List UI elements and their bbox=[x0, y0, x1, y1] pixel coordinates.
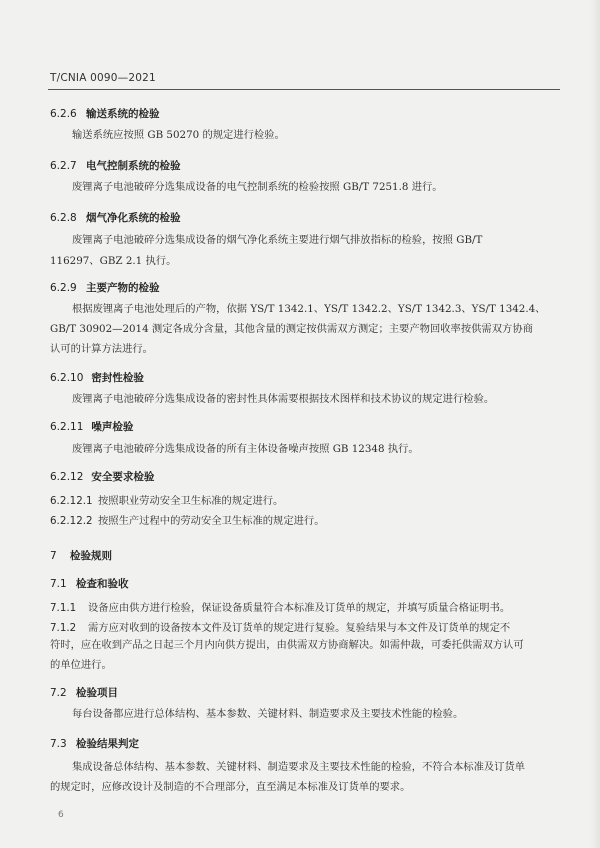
section-number: 6.2.9 bbox=[50, 282, 77, 294]
list-item bbox=[50, 492, 283, 507]
heading-6-2-11 bbox=[50, 419, 133, 434]
section-number: 6.2.12 bbox=[50, 471, 84, 483]
item-number: 7.1.2 bbox=[50, 622, 77, 634]
section-title: 主要产物的检验 bbox=[86, 282, 160, 294]
paragraph: 废锂离子电池破碎分选集成设备的密封性具体需要根据技术图样和技术协议的规定进行检验。 bbox=[72, 393, 495, 405]
section-title: 密封性检验 bbox=[91, 372, 144, 384]
section-number: 7.2 bbox=[50, 687, 67, 699]
paragraph: 废锂离子电池破碎分选集成设备的所有主体设备噪声按照 GB 12348 执行。 bbox=[72, 443, 419, 455]
item-text: 按照职业劳动安全卫生标准的规定进行。 bbox=[98, 495, 284, 507]
paragraph: 每台设备都应进行总体结构、基本参数、关键材料、制造要求及主要技术性能的检验。 bbox=[72, 708, 464, 720]
list-item bbox=[50, 619, 510, 634]
paragraph-line: 认可的计算方法进行。 bbox=[50, 343, 153, 355]
section-title: 安全要求检验 bbox=[91, 471, 155, 483]
paragraph-line: 符时，应在收到产品之日起三个月内向供方提出，由供需双方协商解决。如需仲裁，可委托供需双方认可 bbox=[50, 639, 524, 651]
section-number: 7.3 bbox=[50, 738, 67, 750]
item-text: 按照生产过程中的劳动安全卫生标准的规定进行。 bbox=[98, 515, 325, 527]
paragraph-line: 集成设备总体结构、基本参数、关键材料、制造要求及主要技术性能的检验，不符合本标准及订货单 bbox=[72, 761, 526, 773]
section-number: 6.2.11 bbox=[50, 421, 84, 433]
item-text: 需方应对收到的设备按本文件及订货单的规定进行复验。复验结果与本文件及订货单的规定不 bbox=[88, 622, 511, 634]
section-title: 噪声检验 bbox=[91, 421, 134, 433]
section-title: 检验结果判定 bbox=[76, 738, 139, 750]
section-number: 6.2.6 bbox=[50, 108, 77, 120]
item-number: 6.2.12.1 bbox=[50, 495, 93, 507]
heading-6-2-10 bbox=[50, 370, 144, 385]
section-number: 7.1 bbox=[50, 578, 67, 590]
standard-code: T/CNIA 0090—2021 bbox=[50, 72, 156, 84]
header-rule bbox=[48, 89, 560, 90]
list-item bbox=[50, 512, 325, 527]
item-text: 设备应由供方进行检验，保证设备质量符合本标准及订货单的规定，并填写质量合格证明书。 bbox=[88, 602, 511, 614]
paragraph: 输送系统应按照 GB 50270 的规定进行检验。 bbox=[72, 129, 285, 141]
heading-6-2-6 bbox=[50, 106, 160, 121]
item-number: 7.1.1 bbox=[50, 602, 77, 614]
heading-6-2-12 bbox=[50, 469, 154, 484]
paragraph-line: 116297、GBZ 2.1 执行。 bbox=[50, 255, 177, 267]
heading-7-2 bbox=[50, 685, 118, 700]
paragraph-line: 根据废锂离子电池处理后的产物，依据 YS/T 1342.1、YS/T 1342.2、YS/T 1342.3、YS/T 1342.4、 bbox=[72, 303, 546, 315]
chapter-title: 检验规则 bbox=[70, 550, 112, 562]
heading-6-2-8 bbox=[50, 210, 181, 225]
paragraph: 废锂离子电池破碎分选集成设备的电气控制系统的检验按照 GB/T 7251.8 进行。 bbox=[72, 181, 443, 193]
section-title: 输送系统的检验 bbox=[86, 108, 160, 120]
section-title: 检查和验收 bbox=[76, 578, 129, 590]
list-item bbox=[50, 599, 510, 614]
section-title: 电气控制系统的检验 bbox=[86, 160, 181, 172]
heading-6-2-7 bbox=[50, 158, 181, 173]
section-number: 6.2.7 bbox=[50, 160, 77, 172]
paragraph-line: 废锂离子电池破碎分选集成设备的烟气净化系统主要进行烟气排放指标的检验，按照 GB/T bbox=[72, 234, 483, 246]
heading-7-3 bbox=[50, 736, 139, 751]
page-number: 6 bbox=[58, 810, 64, 820]
paragraph-line: GB/T 30902—2014 测定各成分含量，其他含量的测定按供需双方测定；主要产物回收率按供需双方协商 bbox=[50, 323, 533, 335]
page-edge-shadow bbox=[590, 0, 600, 848]
item-number: 6.2.12.2 bbox=[50, 515, 93, 527]
paragraph-line: 的规定时，应修改设计及制造的不合理部分，直至满足本标准及订货单的要求。 bbox=[50, 781, 411, 793]
section-number: 6.2.10 bbox=[50, 372, 84, 384]
section-title: 烟气净化系统的检验 bbox=[86, 212, 181, 224]
heading-7 bbox=[50, 548, 112, 563]
heading-6-2-9 bbox=[50, 280, 160, 295]
section-number: 6.2.8 bbox=[50, 212, 77, 224]
section-title: 检验项目 bbox=[76, 687, 118, 699]
paragraph-line: 的单位进行。 bbox=[50, 659, 112, 671]
heading-7-1 bbox=[50, 576, 129, 591]
chapter-number: 7 bbox=[50, 550, 57, 562]
